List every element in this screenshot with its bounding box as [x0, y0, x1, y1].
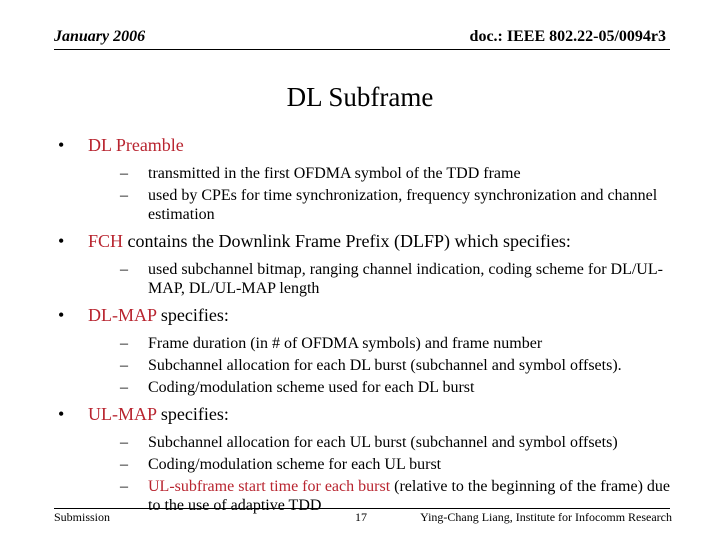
- header-rule: [54, 49, 670, 50]
- section-dl-map: [58, 304, 678, 397]
- footer-page-number: 17: [355, 510, 367, 524]
- dash-marker: –: [120, 434, 128, 451]
- sub-item: [120, 186, 678, 224]
- bullet-text: specifies:: [156, 305, 229, 325]
- header-doc-id: doc.: IEEE 802.22-05/0094r3: [469, 28, 666, 45]
- slide-title: DL Subframe: [286, 82, 434, 112]
- sub-text: Coding/modulation scheme for each UL burst: [148, 456, 442, 473]
- dash-marker: –: [120, 456, 128, 473]
- dash-marker: –: [120, 165, 128, 182]
- bullet-dot: •: [58, 231, 65, 251]
- bullet-text: specifies:: [156, 404, 229, 424]
- bullet-dot: •: [58, 305, 65, 325]
- slide-body: [58, 134, 678, 521]
- sub-text: Subchannel allocation for each DL burst (subchannel and symbol offsets).: [148, 357, 622, 374]
- bullet-keyword: DL-MAP: [88, 305, 157, 325]
- sub-text: Subchannel allocation for each UL burst (subchannel and symbol offsets): [148, 434, 618, 451]
- sub-text: used subchannel bitmap, ranging channel indication, coding scheme for DL/UL-MAP, DL/UL-MAP length: [148, 261, 663, 297]
- footer-rule: [54, 508, 670, 509]
- bullet-text: contains the Downlink Frame Prefix (DLFP) which specifies:: [123, 231, 571, 251]
- sub-item: [120, 164, 678, 183]
- bullet-item: [58, 403, 678, 425]
- bullet-keyword: FCH: [88, 231, 124, 251]
- section-dl-preamble: [58, 134, 678, 224]
- sub-list: [58, 433, 678, 515]
- bullet-item: [58, 230, 678, 252]
- header-date: January 2006: [54, 28, 146, 45]
- sub-item: [120, 260, 678, 298]
- bullet-dot: •: [58, 404, 65, 424]
- sub-text: transmitted in the first OFDMA symbol of the TDD frame: [148, 165, 521, 182]
- sub-item: [120, 334, 678, 353]
- bullet-item: [58, 134, 678, 156]
- bullet-keyword: UL-MAP: [88, 404, 157, 424]
- sub-text: Frame duration (in # of OFDMA symbols) and frame number: [148, 335, 543, 352]
- sub-text: (relative to the beginning of the frame) due to the use of adaptive TDD: [148, 478, 671, 514]
- dash-marker: –: [120, 335, 128, 352]
- sub-item: [120, 433, 678, 452]
- section-ul-map: [58, 403, 678, 515]
- sub-list: [58, 260, 678, 298]
- sub-list: [58, 164, 678, 224]
- sub-list: [58, 334, 678, 397]
- dash-marker: –: [120, 261, 128, 278]
- bullet-dot: •: [58, 135, 65, 155]
- footer-author: Ying-Chang Liang, Institute for Infocomm Research: [420, 510, 672, 524]
- bullet-keyword: DL Preamble: [88, 135, 184, 155]
- sub-item: [120, 378, 678, 397]
- dash-marker: –: [120, 187, 128, 204]
- sub-text: used by CPEs for time synchronization, frequency synchronization and channel estimation: [148, 187, 658, 223]
- dash-marker: –: [120, 478, 128, 495]
- dash-marker: –: [120, 379, 128, 396]
- sub-item: [120, 356, 678, 375]
- sub-keyword: UL-subframe start time for each burst: [148, 478, 391, 495]
- sub-text: Coding/modulation scheme used for each DL burst: [148, 379, 475, 396]
- dash-marker: –: [120, 357, 128, 374]
- section-fch: [58, 230, 678, 298]
- footer-submission: Submission: [54, 510, 111, 524]
- bullet-item: [58, 304, 678, 326]
- sub-item: [120, 455, 678, 474]
